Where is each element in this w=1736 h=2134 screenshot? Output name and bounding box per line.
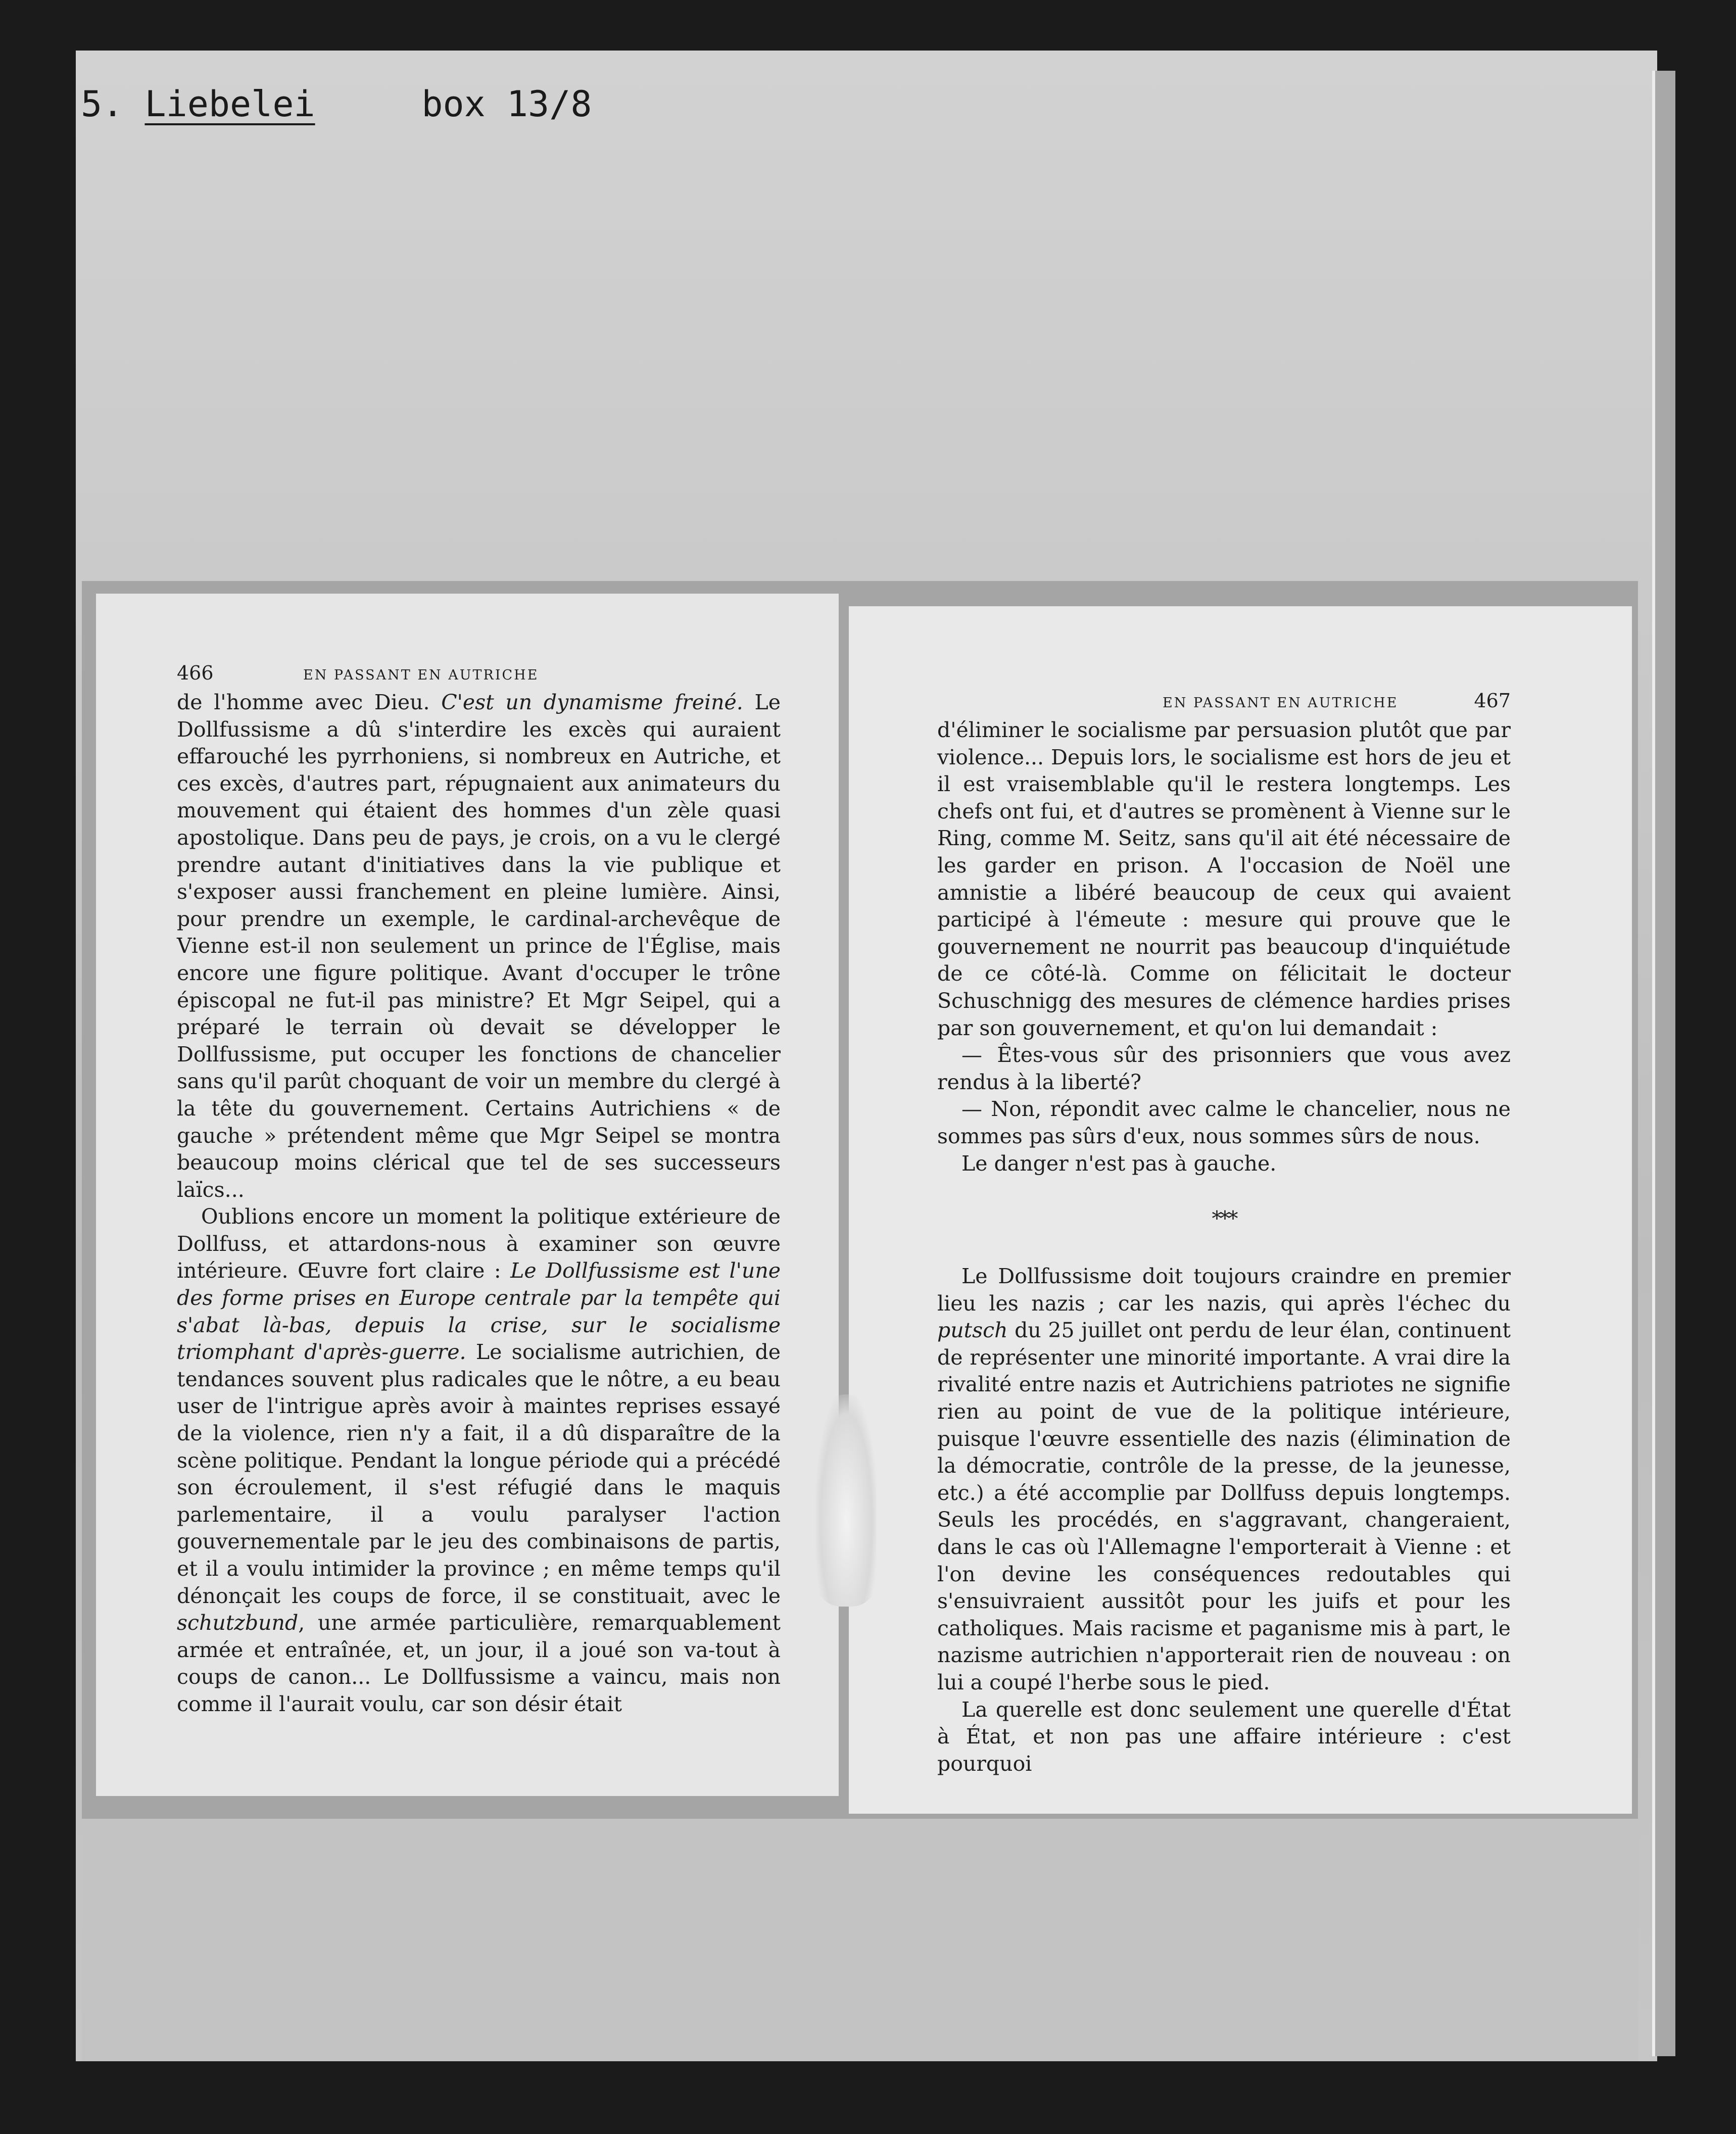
text-run: de l'homme avec Dieu. <box>177 690 442 714</box>
text-run: d'éliminer le socialisme par persuasion plutôt que par violence... Depuis lors, le socialisme est hors de jeu et il est vraisemblable qu'il le restera longtemps. Les chefs ont fui, et d'autres se promènent à Vienne sur le Ring, comme M. Seitz, sans qu'il ait été nécessaire de les garder en prison. A l'occasion de Noël une amnistie a libéré beaucoup de ceux qui avaient participé à l'émeute : mesure qui prouve que le gouvernement ne nourrit pas beaucoup d'inquiétude de ce côté-là. Comme on félicitait le docteur Schuschnigg des mesures de clémence hardies prises par son gouvernement, et qu'on lui demandait : <box>937 718 1511 1040</box>
right-running-header <box>937 690 1511 712</box>
paragraph <box>177 1203 781 1718</box>
text-run: du 25 juillet ont perdu de leur élan, continuent de représenter une minorité importante. A vrai dire la rivalité entre nazis et Autrichiens patriotes ne signifie rien au point de vue de la politique intérieure, puisque l'œuvre essentielle des nazis (élimination de la démocratie, contrôle de la presse, de la jeunesse, etc.) a été accomplie par Dollfuss depuis longtemps. Seuls les procédés, en s'aggravant, changeraient, dans le cas où l'Allemagne l'emporterait à Vienne : et l'on devine les conséquences redoutables qui s'ensuivraient aussitôt pour les juifs et pour les catholiques. Mais racisme et paganisme mis à part, le nazisme autrichien n'apporterait rien de nouveau : on lui a coupé l'herbe sous le pied. <box>937 1318 1511 1694</box>
text-run: La querelle est donc seulement une querelle d'État à État, et non pas une affaire intérieure : c'est pourquoi <box>937 1697 1511 1776</box>
left-page <box>96 594 839 1796</box>
paper-fold-mark <box>816 1394 877 1607</box>
text-run: Le danger n'est pas à gauche. <box>961 1151 1277 1176</box>
italic-text: C'est un dynamisme freiné. <box>441 690 743 714</box>
right-running-head: EN PASSANT EN AUTRICHE <box>1163 695 1399 711</box>
left-running-head: EN PASSANT EN AUTRICHE <box>303 667 539 683</box>
text-run: Le socialisme autrichien, de tendances souvent plus radicales que le nôtre, a eu beau user de l'intrigue après avoir à maintes reprises essayé de la violence, rien n'y a fait, il a dû disparaître de la scène politique. Pendant la longue période qui a précédé son écroulement, il s'est réfugié dans le maquis parlementaire, il a voulu paralyser l'action gouvernementale par le jeu des combinaisons de partis, et il a voulu intimider la province ; en même temps qu'il dénonçait les coups de force, il se constituait, avec le <box>177 1340 781 1608</box>
paragraph <box>937 1263 1511 1696</box>
right-page <box>849 606 1632 1814</box>
paragraph <box>937 1042 1511 1096</box>
section-separator: ⁎⁎⁎ <box>1212 1201 1236 1225</box>
left-running-header <box>177 662 781 684</box>
text-run: Oublions encore un moment la politique extérieure de Dollfuss, et attardons-nous à examiner son œuvre intérieure. Œuvre fort claire : <box>177 1204 781 1283</box>
left-page-text <box>177 689 781 1718</box>
right-page-text-top <box>937 717 1511 1177</box>
text-run: — Êtes-vous sûr des prisonniers que vous avez rendus à la liberté? <box>937 1043 1511 1094</box>
paragraph <box>937 1150 1511 1178</box>
label-number: 5. <box>81 83 124 125</box>
paragraph <box>937 1696 1511 1778</box>
text-run: Le Dollfussisme a dû s'interdire les excès qui auraient effarouché les pyrrhoniens, si nombreux en Autriche, et ces excès, d'autres part, répugnaient aux animateurs du mouvement qui étaient des hommes d'un zèle quasi apostolique. Dans peu de pays, je crois, on a vu le clergé prendre autant d'initiatives dans la vie publique et s'exposer aussi franchement en pleine lumière. Ainsi, pour prendre un exemple, le cardinal-archevêque de Vienne est-il non seulement un prince de l'Église, mais encore une figure politique. Avant d'occuper le trône épiscopal ne fut-il pas ministre? Et Mgr Seipel, qui a préparé le terrain où devait se développer le Dollfussisme, put occuper les fonctions de chancelier sans qu'il parût choquant de voir un membre du clergé à la tête du gouvernement. Certains Autrichiens « de gauche » prétendent même que Mgr Seipel se montra beaucoup moins clérical que tel de ses successeurs laïcs... <box>177 690 781 1202</box>
text-run: , une armée particulière, remarquablement armée et entraînée, et, un jour, il a joué son va-tout à coups de canon... Le Dollfussisme a vaincu, mais non comme il l'aurait voulu, car son désir était <box>177 1611 781 1716</box>
left-page-number: 466 <box>177 662 214 684</box>
archive-label <box>81 83 592 125</box>
paragraph <box>177 689 781 1203</box>
text-run: Le Dollfussisme doit toujours craindre en premier lieu les nazis ; car les nazis, qui après l'échec du <box>937 1264 1511 1316</box>
bottom-sheet-band <box>82 1819 1638 2061</box>
right-page-text-bottom <box>937 1263 1511 1777</box>
italic-text: schutzbund <box>177 1611 299 1635</box>
right-page-number: 467 <box>1474 690 1511 712</box>
paragraph <box>937 717 1511 1042</box>
paragraph <box>937 1096 1511 1150</box>
label-box: box 13/8 <box>421 83 592 125</box>
text-run: — Non, répondit avec calme le chancelier, nous ne sommes pas sûrs d'eux, nous sommes sûrs de nous. <box>937 1097 1511 1148</box>
sheet-edge <box>1652 71 1675 2056</box>
italic-text: putsch <box>937 1318 1008 1343</box>
label-title: Liebelei <box>144 83 315 125</box>
italic-text: Le Dollfussisme est l'une des forme prises en Europe centrale par la tempête qui s'abat là-bas, depuis la crise, sur le socialisme triomphant d'après-guerre. <box>177 1258 781 1365</box>
